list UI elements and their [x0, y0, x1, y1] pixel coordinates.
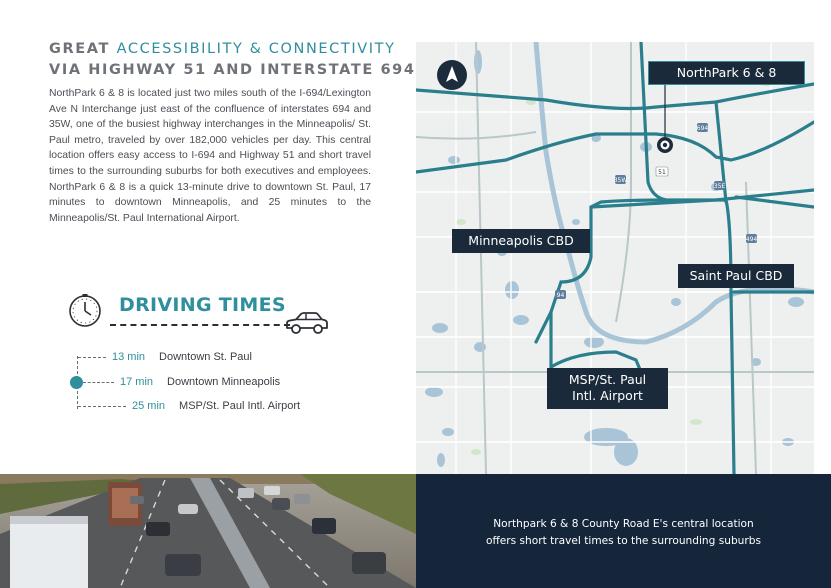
- driving-times-underline: [110, 324, 290, 326]
- car-icon: [284, 310, 330, 336]
- row-leader-line: [78, 406, 126, 407]
- driving-minutes: 13 min: [112, 351, 146, 363]
- area-map[interactable]: [416, 42, 814, 474]
- shield-i694: 694: [696, 125, 709, 132]
- footer-line-2: offers short travel times to the surrounding suburbs: [486, 535, 761, 547]
- description-paragraph: NorthPark 6 & 8 is located just two miles south of the I-694/Lexington Ave N Interchange just east of the confluence of interstates 694 and 35W, one of the busiest highway interchanges in the Minneapolis/ St. Paul metro, traveled by over 182,000 vehicles per day. This central location offers easy access to I-694 and Highway 51 and short travel times to the surrounding suburbs for both executives and employees. NorthPark 6 & 8 is a quick 13-minute drive to downtown St. Paul, 17 minutes to downtown Minneapolis, and 25 minutes to the Minneapolis/St. Paul International Airport.: [49, 88, 371, 224]
- row-leader-line: [78, 357, 106, 358]
- compass-north-icon: [437, 60, 467, 90]
- driving-destination: Downtown Minneapolis: [167, 376, 281, 388]
- shield-h51: 51: [658, 169, 666, 176]
- heading-word-great: GREAT: [49, 41, 117, 57]
- heading-word-accessibility: ACCESSIBILITY & CONNECTIVITY: [116, 41, 396, 57]
- heading-line-2: VIA HIGHWAY 51 AND INTERSTATE 694: [49, 62, 416, 78]
- driving-row-minneapolis: [83, 376, 280, 388]
- driving-minutes: 17 min: [120, 376, 154, 388]
- driving-destination: Downtown St. Paul: [159, 351, 252, 363]
- label-minneapolis-cbd: Minneapolis CBD: [452, 229, 590, 253]
- clock-icon: [67, 293, 103, 329]
- shield-i35w: 35W: [613, 177, 628, 184]
- driving-times-title: DRIVING TIMES: [119, 294, 286, 316]
- map-graphic: [416, 42, 814, 474]
- label-saint-paul-cbd: Saint Paul CBD: [678, 264, 794, 288]
- label-northpark: NorthPark 6 & 8: [648, 61, 805, 85]
- shield-i35e: 35E: [713, 183, 726, 190]
- driving-row-st-paul: [78, 351, 252, 363]
- footer-caption: [416, 516, 831, 550]
- shield-i494: 494: [745, 236, 758, 243]
- footer-line-1: Northpark 6 & 8 County Road E's central location: [493, 518, 754, 530]
- row-leader-line: [83, 382, 114, 383]
- label-airport-line-2: Intl. Airport: [572, 388, 643, 403]
- label-airport: [547, 368, 668, 409]
- driving-minutes: 25 min: [132, 400, 166, 412]
- driving-destination: MSP/St. Paul Intl. Airport: [179, 400, 301, 412]
- shield-i94: 94: [556, 292, 565, 299]
- footer-panel: [416, 474, 831, 588]
- section-heading: [49, 39, 416, 81]
- label-airport-line-1: MSP/St. Paul: [568, 372, 647, 387]
- highway-photo: [0, 474, 416, 588]
- location-pin-icon[interactable]: [657, 137, 673, 153]
- timeline-marker: [70, 376, 83, 389]
- driving-row-airport: [78, 400, 300, 412]
